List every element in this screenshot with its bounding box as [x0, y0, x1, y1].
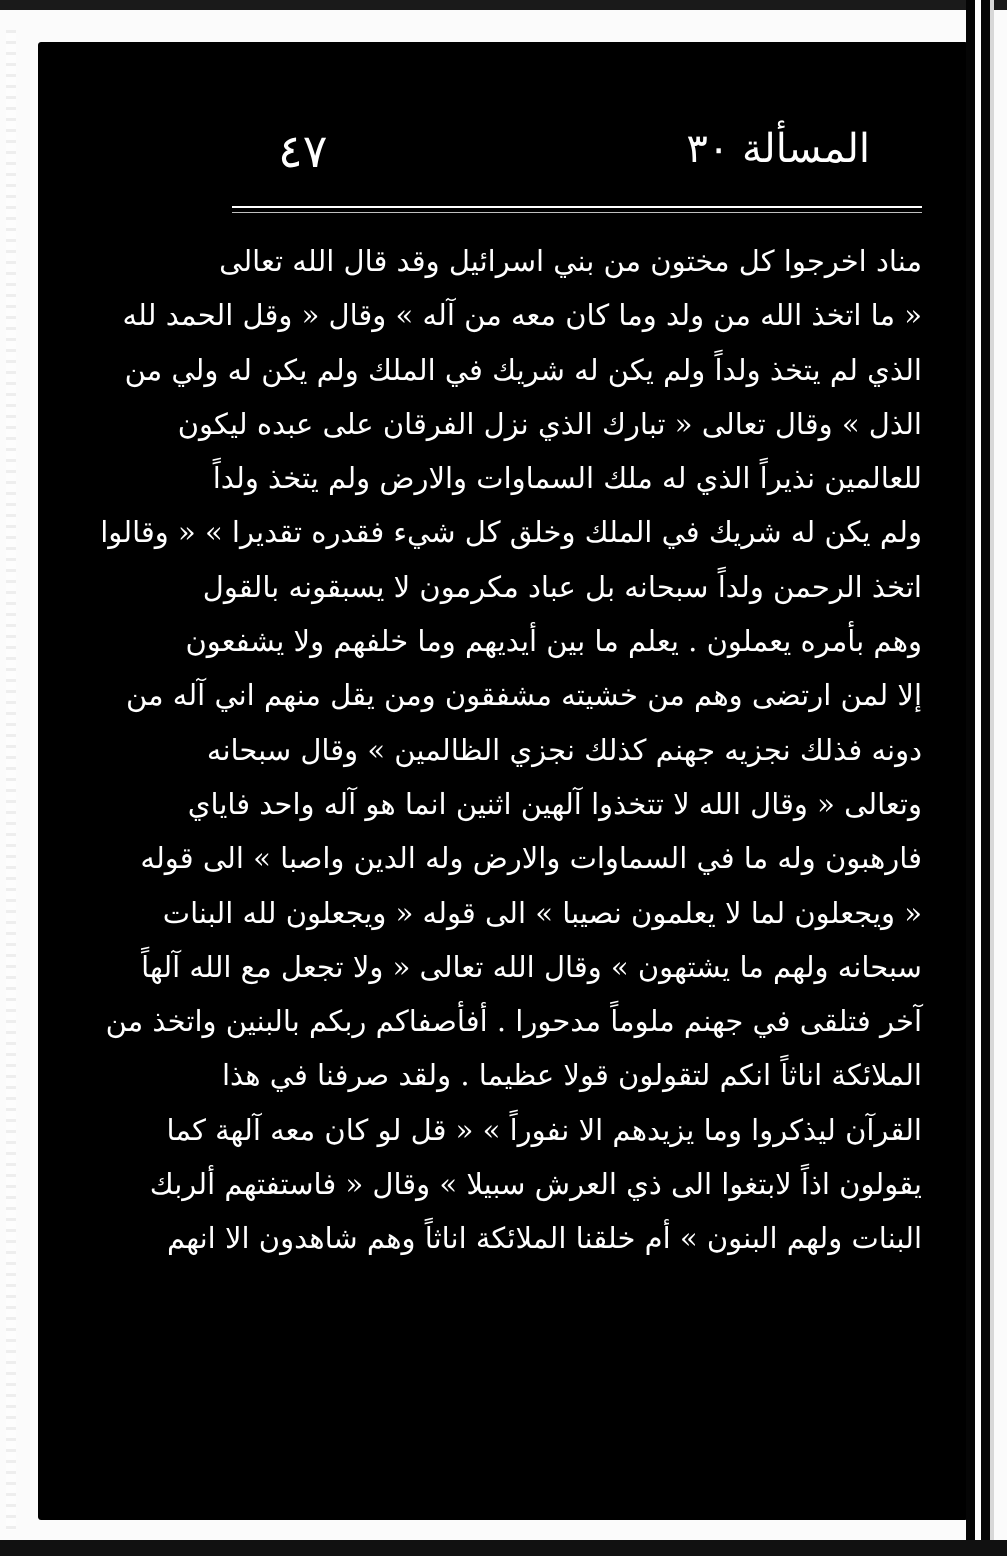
text-line: دونه فذلك نجزيه جهنم كذلك نجزي الظالمين » وقال سبحانه: [206, 732, 922, 767]
text-line: الذل » وقال تعالى « تبارك الذي نزل الفرقان على عبده ليكون: [177, 406, 922, 441]
text-line: اتخذ الرحمن ولداً سبحانه بل عباد مكرمون لا يسبقونه بالقول: [202, 569, 922, 604]
text-line: إلا لمن ارتضى وهم من خشيته مشفقون ومن يقل منهم اني آله من: [125, 678, 922, 713]
header-rule-thin: [232, 212, 922, 213]
text-line: سبحانه ولهم ما يشتهون » وقال الله تعالى « ولا تجعل مع الله آلهاً: [141, 949, 922, 984]
text-line: « ما اتخذ الله من ولد وما كان معه من آله » وقال « وقل الحمد لله: [122, 298, 922, 333]
text-line: البنات ولهم البنون » أم خلقنا الملائكة اناثاً وهم شاهدون الا انهم: [166, 1221, 922, 1256]
page-number: ٤٧: [278, 124, 328, 178]
text-line: فارهبون وله ما في السماوات والارض وله الدين واصبا » الى قوله: [140, 841, 922, 876]
binding-line-secondary: [990, 0, 994, 1556]
text-line: ولم يكن له شريك في الملك وخلق كل شيء فقدره تقديرا » « وقالوا: [100, 515, 922, 550]
page-header: [190, 96, 900, 206]
text-line: يقولون اذاً لابتغوا الى ذي العرش سبيلا » وقال « فاستفتهم ألربك: [149, 1167, 922, 1202]
text-line: « ويجعلون لما لا يعلمون نصيبا » الى قوله « ويجعلون لله البنات: [162, 895, 922, 930]
text-line: القرآن ليذكروا وما يزيدهم الا نفوراً » « قل لو كان معه آلهة كما: [166, 1112, 922, 1147]
body-text: [100, 234, 922, 1364]
binding-line: [975, 0, 981, 1556]
scan-bottom-edge: [0, 1540, 1007, 1556]
text-line: وتعالى « وقال الله لا تتخذوا آلهين اثنين انما هو آله واحد فاياي: [187, 786, 922, 821]
text-line: الذي لم يتخذ ولداً ولم يكن له شريك في الملك ولم يكن له ولي من: [124, 352, 922, 387]
text-line: وهم بأمره يعملون . يعلم ما بين أيديهم وما خلفهم ولا يشفعون: [185, 624, 922, 659]
text-line: الملائكة اناثاً انكم لتقولون قولا عظيما . ولقد صرفنا في هذا: [222, 1058, 922, 1093]
text-line: مناد اخرجوا كل مختون من بني اسرائيل وقد قال الله تعالى: [219, 244, 922, 278]
text-line: للعالمين نذيراً الذي له ملك السماوات والارض ولم يتخذ ولداً: [212, 461, 922, 496]
text-line: آخر فتلقى في جهنم ملوماً مدحورا . أفأصفاكم ربكم بالبنين واتخذ من: [105, 1004, 922, 1039]
section-title: المسألة ٣٠: [686, 126, 870, 172]
header-rule: [232, 206, 922, 208]
scan-top-edge: [0, 0, 1007, 10]
